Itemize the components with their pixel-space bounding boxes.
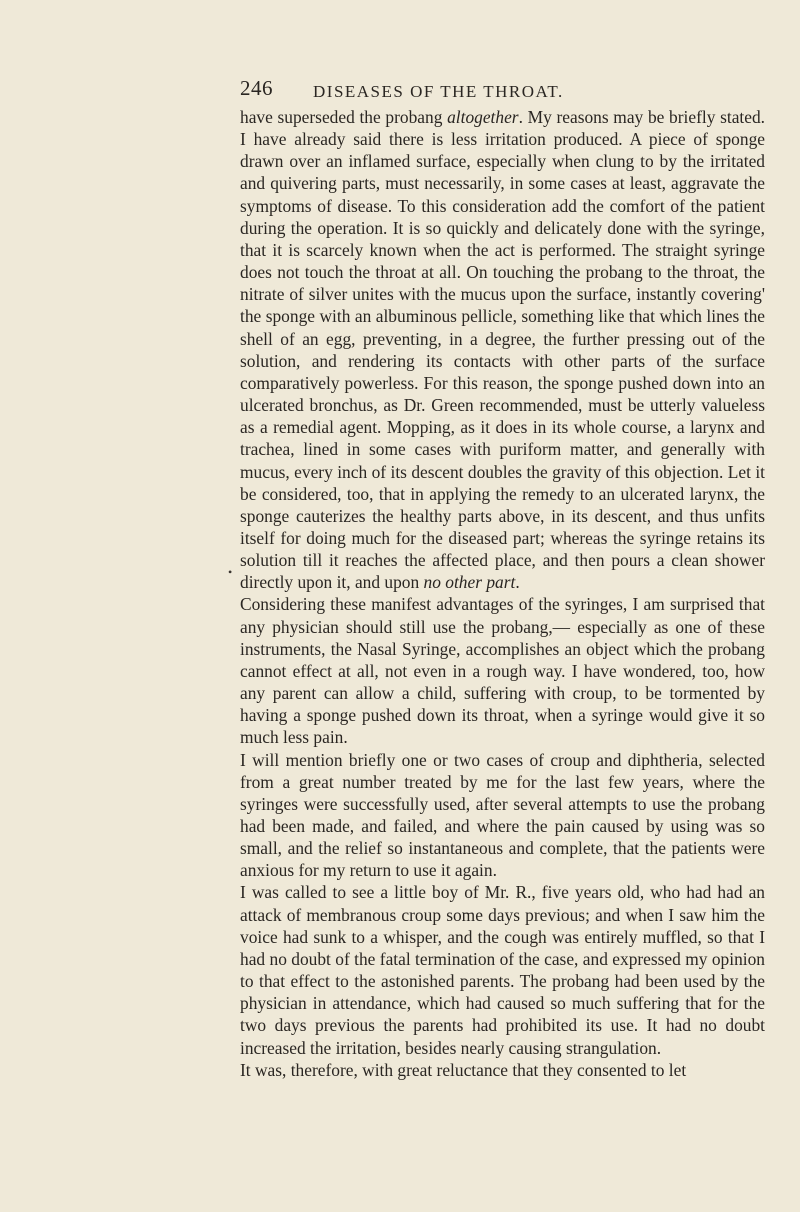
page-number: 246 <box>240 76 273 100</box>
paragraph-3: I will mention briefly one or two cases of croup and diphtheria, selected from a great number treated by me for the last few years, where the syringes were successfully used, after several attempts to use the probang had been made, and failed, and where the pain caused by using was so small, and the relief so instantaneous and complete, that the patients were anxious for my return to use it again. <box>240 749 765 881</box>
paragraph-4: I was called to see a little boy of Mr. R., five years old, who had had an attack of membranous croup some days previous; and when I saw him the voice had sunk to a whisper, and the cough was entirely muffled, so that I had no doubt of the fatal termination of the case, and expressed my opinion to that effect to the astonished parents. The probang had been used by the physician in attendance, which had caused so much suffering that for the two days previous the parents had prohibited its use. It had no doubt increased the irritation, besides nearly causing strangulation. <box>240 882 765 1058</box>
paragraph-1-text-a: have superseded the probang <box>240 107 448 127</box>
running-title: DISEASES OF THE THROAT. <box>313 82 564 101</box>
paragraph-1 <box>240 106 765 593</box>
paragraph-1-text-b: . My reasons may be briefly stated. I have already said there is less irritation produced. A piece of sponge drawn over an inflamed surface, especially when clung to by the irritated and quivering parts, must necessarily, in some cases at least, aggravate the symptoms of disease. To this consideration add the comfort of the patient during the operation. It is so quickly and delicately done with the syringe, that it is scarcely known when the act is performed. The straight syringe does not touch the throat at all. On touching the probang to the throat, the nitrate of silver unites with the mucus upon the surface, instantly covering' the sponge with an albuminous pellicle, something like that which lines the shell of an egg, preventing, in a degree, the further pressing out of the solution, and rendering its contacts with other parts of the surface comparatively powerless. For this reason, the sponge pushed down into an ulcerated bronchus, as Dr. Green recommended, must be utterly valueless as a remedial agent. Mopping, as it does in its whole course, a larynx and trachea, lined in some cases with puriform matter, and generally with mucus, every inch of its descent doubles the gravity of this objection. Let it be considered, too, that in applying the remedy to an ulcerated larynx, the sponge cauterizes the healthy parts above, in its descent, and thus unfits itself for doing much for the diseased part; whereas the syringe retains its solution till it reaches the affected place, and then pours a clean shower directly upon it, and upon <box>240 107 766 593</box>
body-text <box>240 106 765 1081</box>
paragraph-2: Considering these manifest advantages of the syringes, I am surprised that any physician should still use the probang,— especially as one of these instruments, the Nasal Syringe, accomplishes an object which the probang cannot effect at all, not even in a rough way. I have wondered, too, how any parent can allow a child, suffering with croup, to be tormented by having a sponge pushed down its throat, when a syringe would give it so much less pain. <box>240 594 765 748</box>
paragraph-1-text-c: . <box>515 572 520 593</box>
paragraph-5: It was, therefore, with great reluctance that they consented to let <box>240 1059 687 1080</box>
paragraph-1-emphasis: altogether <box>447 107 519 127</box>
paragraph-1-emphasis-2: no other part <box>423 572 516 593</box>
margin-mark: • <box>228 565 233 579</box>
